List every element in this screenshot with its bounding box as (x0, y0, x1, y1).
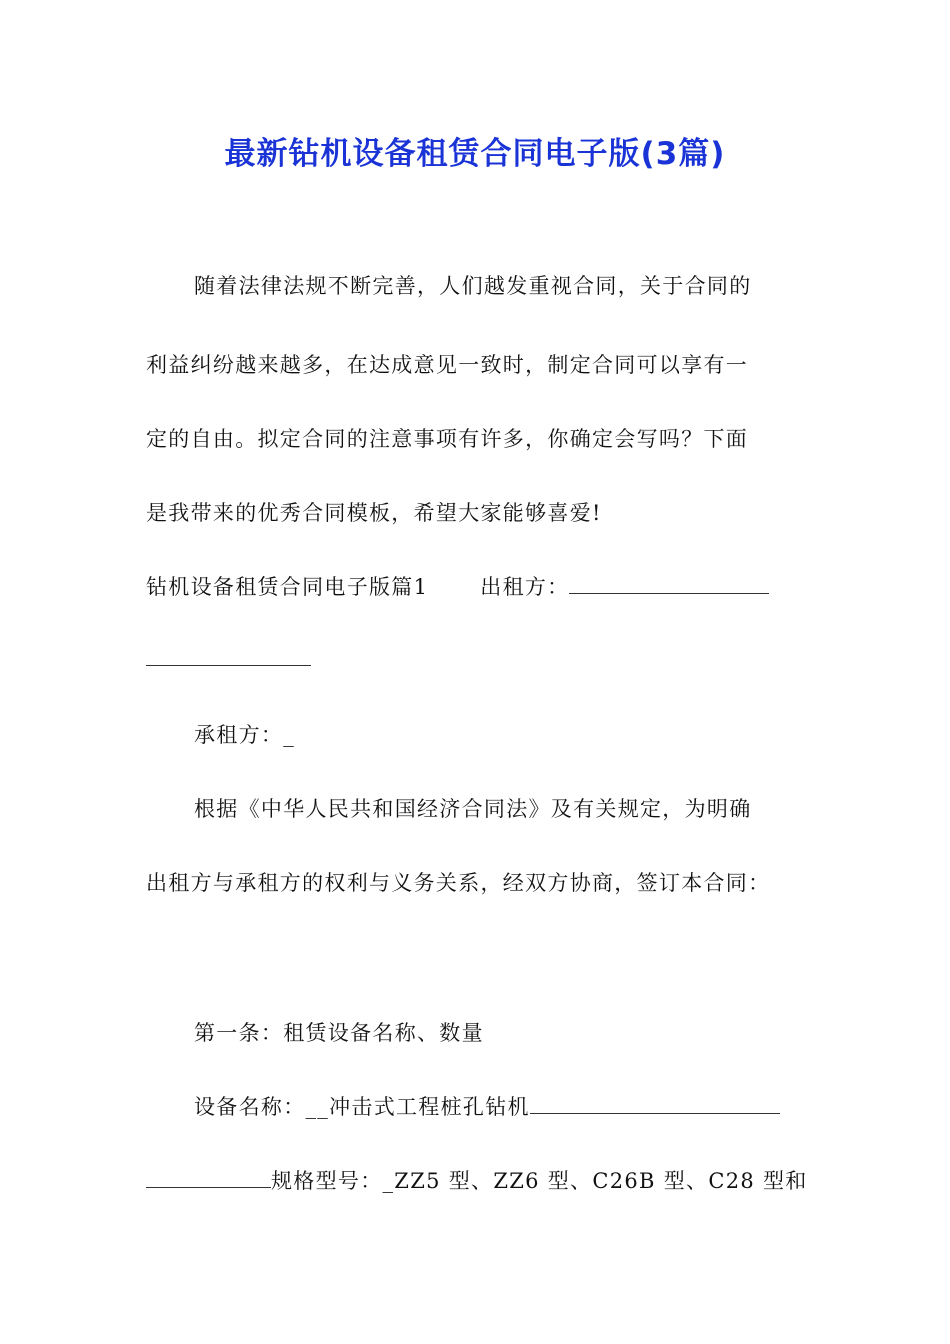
lessor-label: 出租方： (480, 575, 570, 599)
equipment-name-line (194, 1091, 854, 1121)
section-heading-line (146, 571, 806, 601)
lessee-line: 承租方：_ (194, 723, 295, 747)
intro-line-3: 定的自由。拟定合同的注意事项有许多，你确定会写吗？下面 (146, 427, 749, 451)
equipment-name-label: 设备名称：__冲击式工程桩孔钻机 (194, 1095, 530, 1119)
article-1-heading: 第一条：租赁设备名称、数量 (194, 1021, 484, 1045)
lessor-blank-1 (569, 573, 769, 594)
lessor-blank-2 (146, 645, 311, 666)
section-heading: 钻机设备租赁合同电子版篇1 (146, 575, 429, 599)
basis-line-1: 根据《中华人民共和国经济合同法》及有关规定，为明确 (194, 797, 752, 821)
equipment-name-blank (530, 1093, 780, 1114)
document-title: 最新钻机设备租赁合同电子版(3篇) (224, 136, 726, 172)
intro-line-4: 是我带来的优秀合同模板，希望大家能够喜爱! (146, 501, 602, 525)
basis-line-2: 出租方与承租方的权利与义务关系，经双方协商，签订本合同： (146, 871, 771, 895)
spec-leading-blank (146, 1167, 271, 1188)
spec-label: 规格型号：_ZZ5 型、ZZ6 型、C26B 型、C28 型和 (271, 1169, 808, 1193)
intro-line-2: 利益纠纷越来越多，在达成意见一致时，制定合同可以享有一 (146, 353, 749, 377)
spec-line (146, 1165, 806, 1195)
lessor-continuation-line (146, 645, 806, 671)
intro-line-1: 随着法律法规不断完善，人们越发重视合同，关于合同的 (194, 274, 752, 298)
